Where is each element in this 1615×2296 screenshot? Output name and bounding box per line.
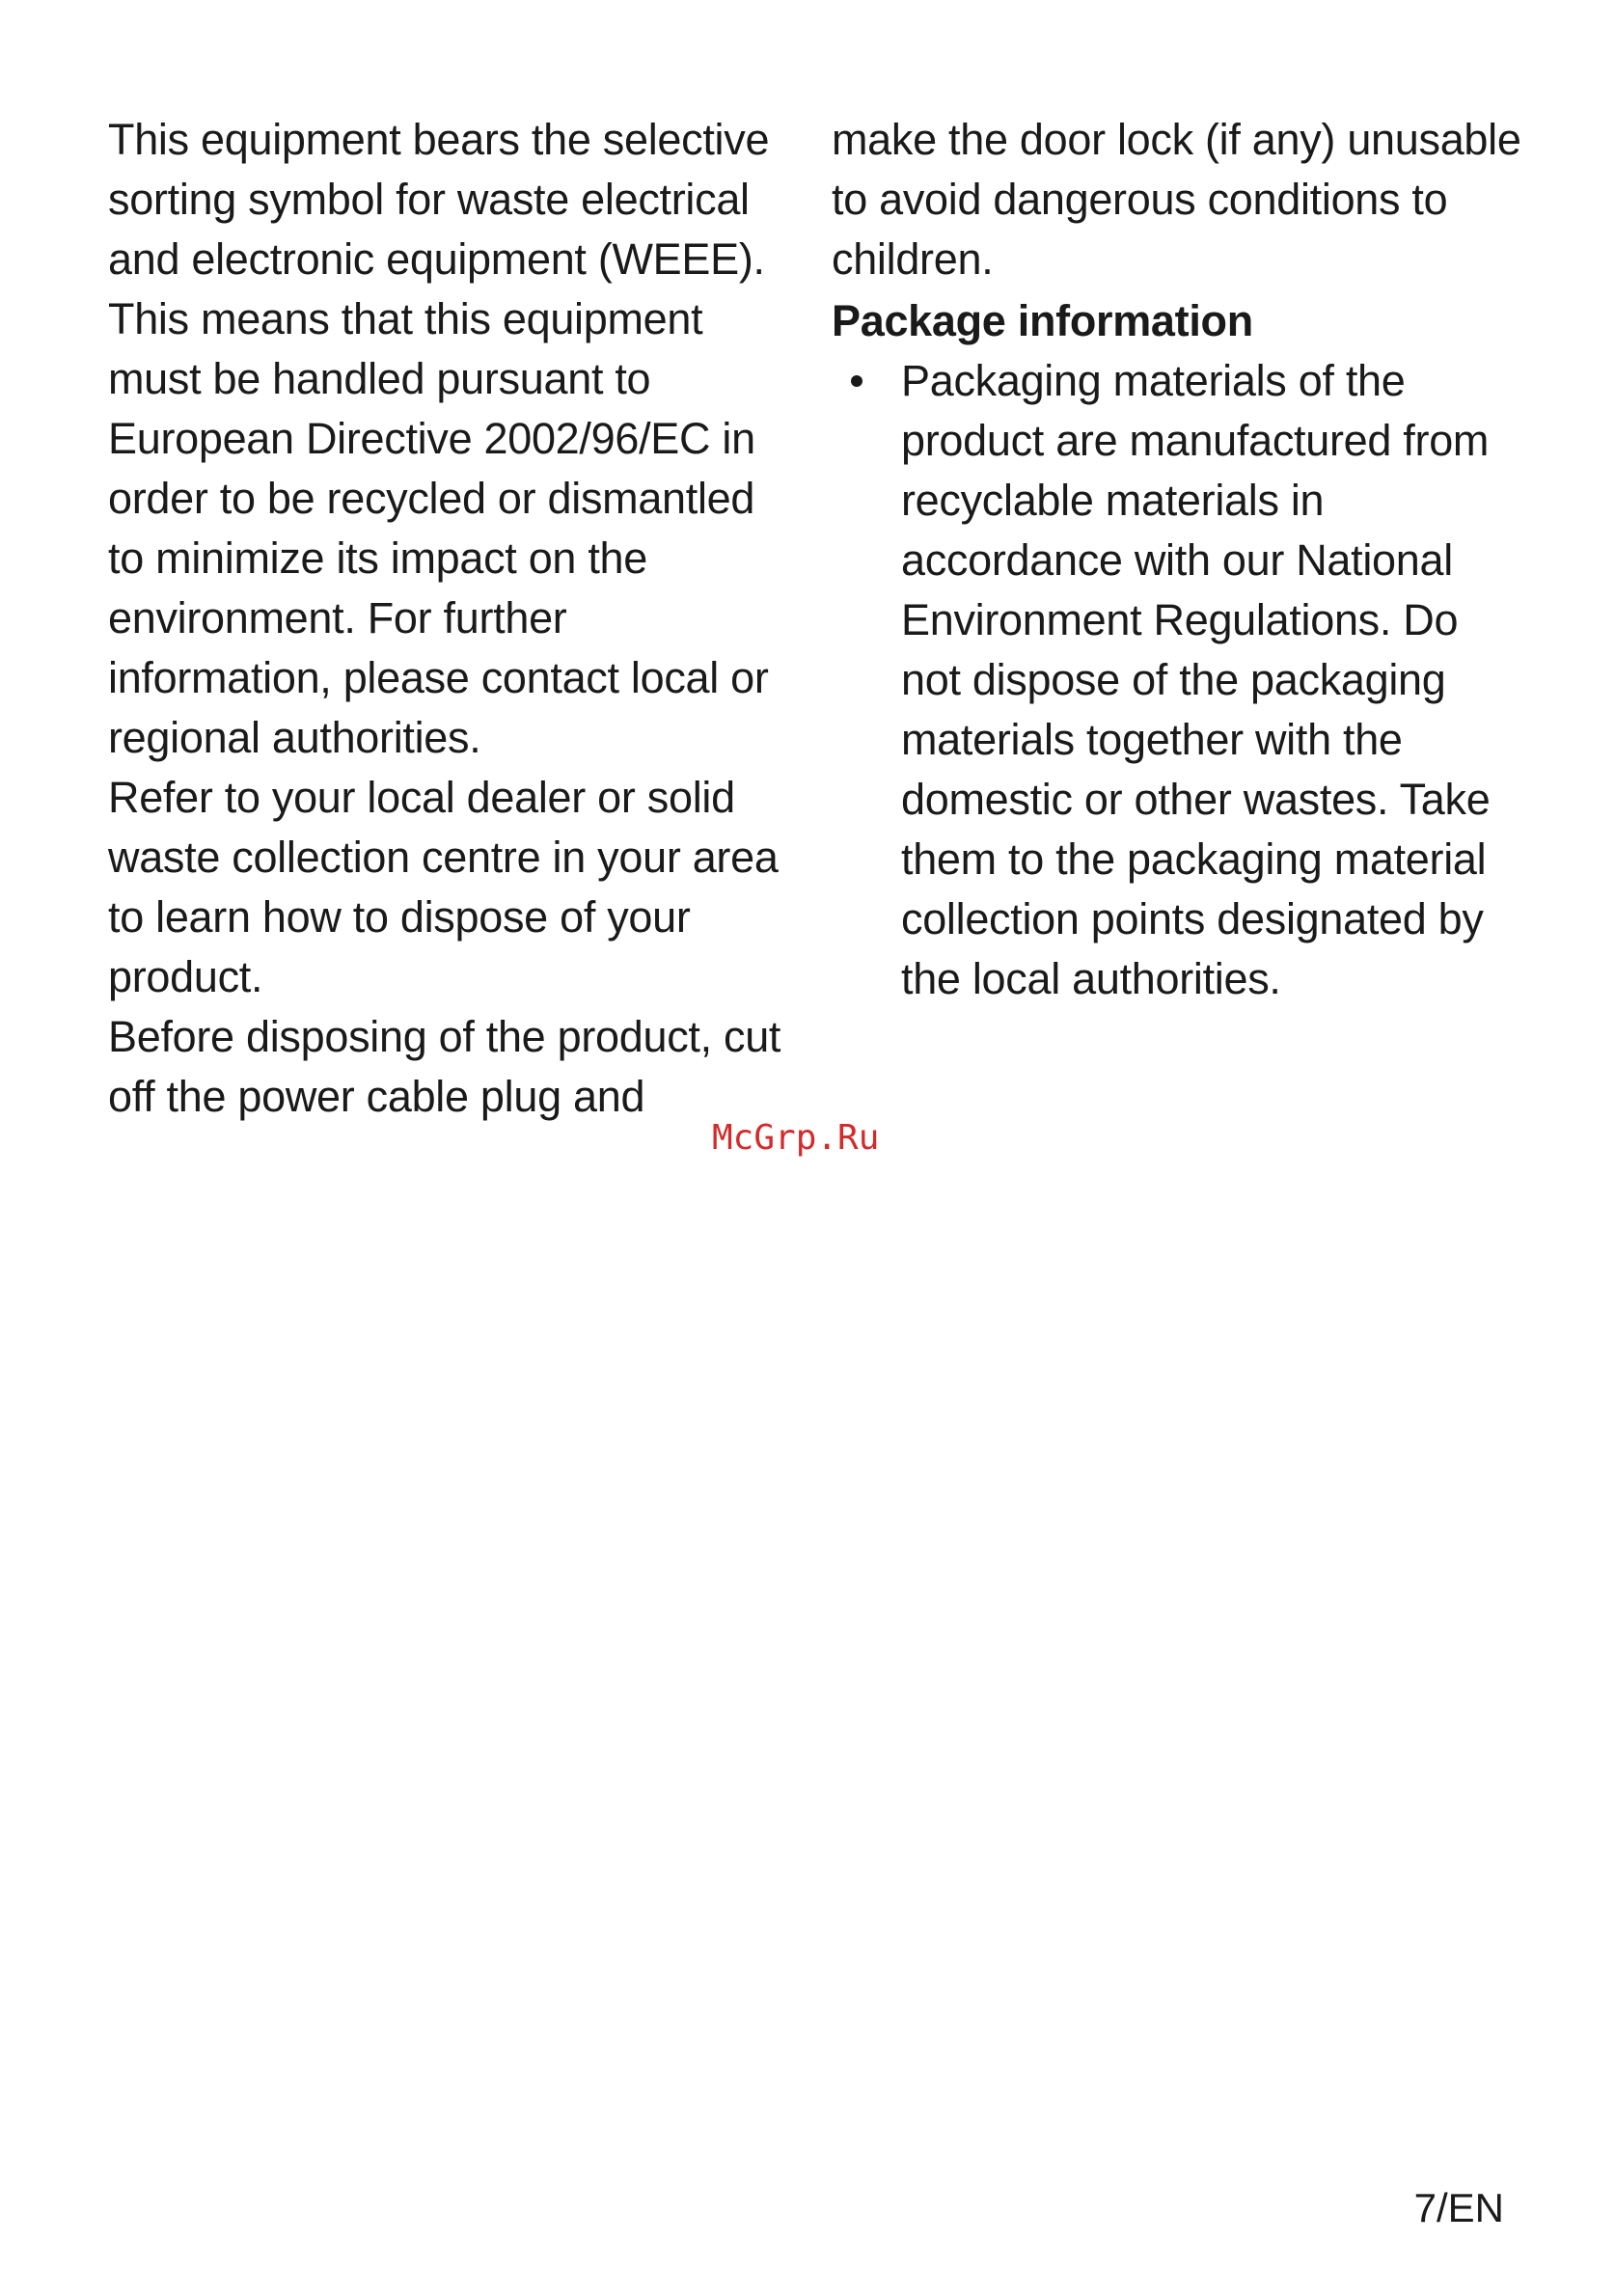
disposal-paragraph: Before disposing of the product, cut off the power cable plug and bbox=[108, 1012, 781, 1121]
package-bullet-list bbox=[832, 351, 1526, 1009]
list-item bbox=[832, 351, 1526, 1009]
dealer-paragraph: Refer to your local dealer or solid waste collection centre in your area to learn how to dispose of your product. bbox=[108, 773, 779, 1001]
bullet-icon bbox=[851, 375, 862, 387]
list-item-text: Packaging materials of the product are manufactured from recyclable materials in accordance with our National Environment Regulations. Do not dispose of the packaging materials together with the domestic or other wastes. Take them to the packaging material collection points designated by the local authorities. bbox=[901, 356, 1491, 1003]
package-information-heading: Package information bbox=[832, 296, 1253, 345]
door-lock-paragraph: make the door lock (if any) unusable to avoid dangerous conditions to children. bbox=[832, 115, 1521, 284]
weee-paragraph: This equipment bears the selective sorting symbol for waste electrical and electronic equipment (WEEE). This means that this equipment must be handled pursuant to European Directive 2002/96/EC in order to be recycled or dismantled to minimize its impact on the environment. For further information, please contact local or regional authorities. bbox=[108, 115, 770, 762]
page-number: 7/EN bbox=[1413, 2185, 1504, 2230]
left-column bbox=[108, 110, 788, 1127]
right-column bbox=[832, 110, 1526, 1009]
watermark: McGrp.Ru bbox=[712, 1118, 880, 1158]
